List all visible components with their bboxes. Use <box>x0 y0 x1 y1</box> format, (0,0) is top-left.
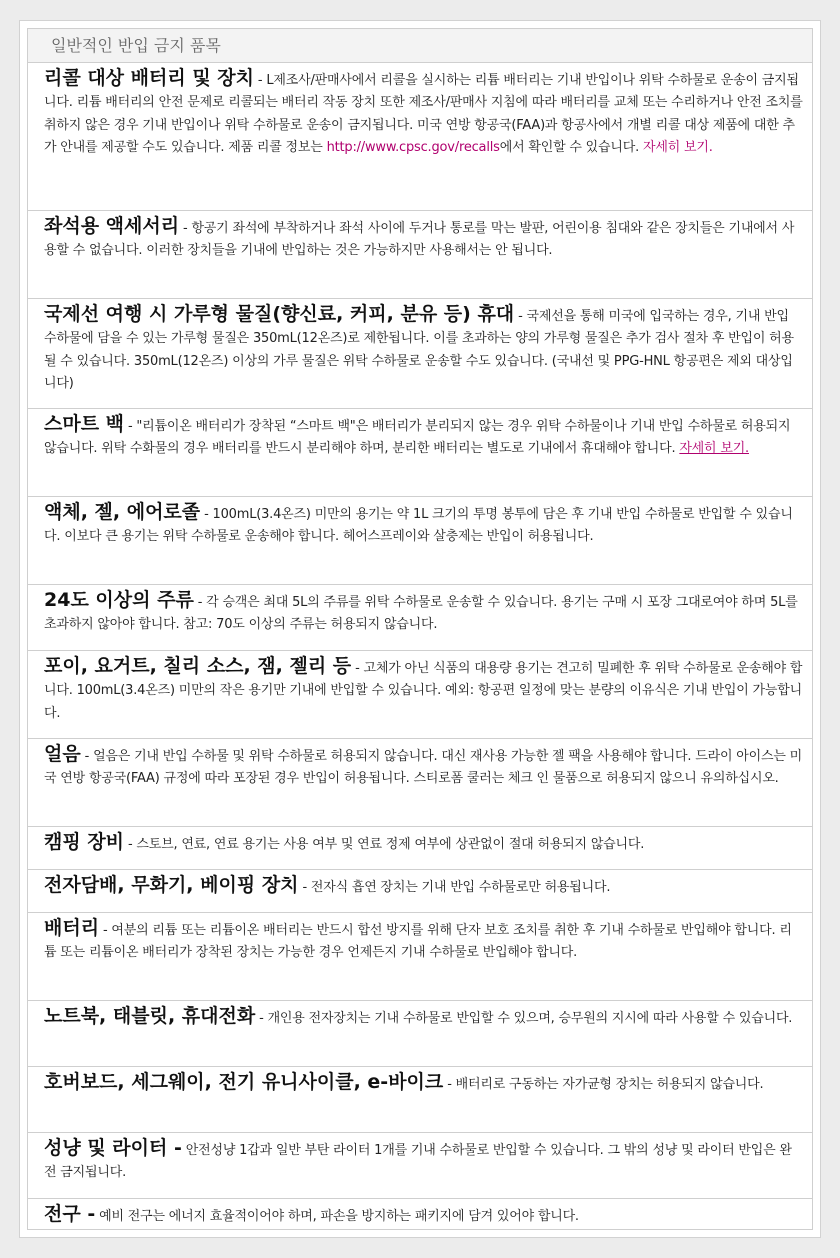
item-description: - 전자식 흡연 장치는 기내 반입 수하물로만 허용됩니다. <box>298 880 611 895</box>
item-title: 24도 이상의 주류 <box>44 589 194 611</box>
read-more-link[interactable]: 자세히 보기. <box>642 140 713 156</box>
list-item-alcohol <box>28 585 812 651</box>
list-item-seat-accessories <box>28 211 812 299</box>
item-description: - 100mL(3.4온즈) 미만의 용기는 약 1L 크기의 투명 봉투에 담은 후 기내 반입 수하물로 반입할 수 있습니다. 이보다 큰 용기는 위탁 수하물로 운송해야 합니다. 헤어스프레이와 살충제는 반입이 허용됩니다. <box>44 507 793 545</box>
item-description: - 항공기 좌석에 부착하거나 좌석 사이에 두거나 통로를 막는 발판, 어린이용 침대와 같은 장치들은 기내에서 사용할 수 없습니다. 이러한 장치들을 기내에 반입하는 것은 가능하지만 사용해서는 안 됩니다. <box>44 221 795 259</box>
list-item-liquids <box>28 497 812 585</box>
list-item-matches-lighters <box>28 1133 812 1199</box>
item-title: 전자담배, 무화기, 베이핑 장치 <box>44 874 299 896</box>
item-description: - 얼음은 기내 반입 수하물 및 위탁 수하물로 허용되지 않습니다. 대신 재사용 가능한 젤 팩을 사용해야 합니다. 드라이 아이스는 미국 연방 항공국(FAA) 규정에 따라 포장된 경우 반입이 허용됩니다. 스티로폼 쿨러는 체크 인 물품으로 허용되지 않으니 유의하십시오. <box>44 749 802 787</box>
item-title: 액체, 젤, 에어로졸 <box>44 501 201 523</box>
list-item-e-cigarettes <box>28 870 812 913</box>
list-item-foods <box>28 651 812 739</box>
item-title: 전구 - <box>44 1203 96 1225</box>
item-title: 배터리 <box>44 917 100 939</box>
prohibited-items-panel <box>19 20 821 1238</box>
item-title: 포이, 요거트, 칠리 소스, 잼, 젤리 등 <box>44 655 352 677</box>
item-title: 호버보드, 세그웨이, 전기 유니사이클, e-바이크 <box>44 1071 444 1093</box>
list-item-recalled-batteries <box>28 63 812 211</box>
item-title: 스마트 백 <box>44 413 125 435</box>
item-description: - 여분의 리튬 또는 리튬이온 배터리는 반드시 합선 방지를 위해 단자 보호 조치를 취한 후 기내 수하물로 반입해야 합니다. 리튬 또는 리튬이온 배터리가 장착된 장치는 가능한 경우 언제든지 기내 수하물로 반입해야 합니다. <box>44 923 792 961</box>
list-item-ice <box>28 739 812 827</box>
item-title: 리콜 대상 배터리 및 장치 <box>44 67 254 89</box>
list-item-powders <box>28 299 812 409</box>
list-item-smart-bags <box>28 409 812 497</box>
list-item-camping <box>28 827 812 870</box>
list-item-hoverboards <box>28 1067 812 1133</box>
item-description: - 각 승객은 최대 5L의 주류를 위탁 수하물로 운송할 수 있습니다. 용기는 구매 시 포장 그대로여야 하며 5L를 초과하지 않아야 합니다. 참고: 70도 이상의 주류는 허용되지 않습니다. <box>44 595 798 633</box>
item-description: - 국제선을 통해 미국에 입국하는 경우, 기내 반입 수하물에 담을 수 있는 가루형 물질은 350mL(12온즈)로 제한됩니다. 이를 초과하는 양의 가루형 물질은 추가 검사 절차 후 반입이 허용될 수 있습니다. 350mL(12온즈) 이상의 가루 물질은 위탁 수하물로 운송할 수도 있습니다. (국내선 및 PPG-HNL 항공편은 제외 대상입니다) <box>44 309 794 392</box>
item-description: - 고체가 아닌 식품의 대용량 용기는 견고히 밀폐한 후 위탁 수하물로 운송해야 합니다. 100mL(3.4온즈) 미만의 작은 용기만 기내에 반입할 수 있습니다. 예외: 항공편 일정에 맞는 분량의 이유식은 기내 반입이 가능합니다. <box>44 661 803 721</box>
item-title: 얼음 <box>44 743 81 765</box>
item-description: 예비 전구는 에너지 효율적이어야 하며, 파손을 방지하는 패키지에 담겨 있어야 합니다. <box>95 1209 579 1224</box>
prohibited-items-box <box>27 28 813 1230</box>
item-title: 캠핑 장비 <box>44 831 125 853</box>
item-description: - 개인용 전자장치는 기내 수하물로 반입할 수 있으며, 승무원의 지시에 따라 사용할 수 있습니다. <box>255 1011 793 1026</box>
read-more-link[interactable]: 자세히 보기. <box>679 441 749 457</box>
item-description-tail: 에서 확인할 수 있습니다. <box>499 140 643 156</box>
list-item-laptops <box>28 1001 812 1067</box>
item-description: - 스토브, 연료, 연료 용기는 사용 여부 및 연료 정제 여부에 상관없이 절대 허용되지 않습니다. <box>124 837 645 852</box>
item-title: 좌석용 액세서리 <box>44 215 180 237</box>
section-header: 일반적인 반입 금지 품목 <box>28 29 812 63</box>
list-item-batteries <box>28 913 812 1001</box>
item-description: 안전성냥 1갑과 일반 부탄 라이터 1개를 기내 수하물로 반입할 수 있습니다. 그 밖의 성냥 및 라이터 반입은 완전 금지됩니다. <box>44 1143 792 1181</box>
item-description: - L제조사/판매사에서 리콜을 실시하는 리튬 배터리는 기내 반입이나 위탁 수하물로 운송이 금지됩니다. 리튬 배터리의 안전 문제로 리콜되는 배터리 작동 장치 또한 제조사/판매사 지침에 따라 배터리를 교체 또는 수리하거나 안전 조치를 취하지 않은 경우 기내 반입이나 위탁 수하물로 운송이 금지됩니다. 미국 연방 항공국(FAA)과 항공사에서 개별 리콜 대상 제품에 대한 추가 안내를 제공할 수도 있습니다. 제품 리콜 정보는 <box>44 73 803 156</box>
item-title: 국제선 여행 시 가루형 물질(향신료, 커피, 분유 등) 휴대 <box>44 303 515 325</box>
list-item-light-bulbs <box>28 1199 812 1239</box>
item-description: - 배터리로 구동하는 자가균형 장치는 허용되지 않습니다. <box>443 1077 764 1092</box>
item-description: - "리튬이온 배터리가 장착된 “스마트 백"은 배터리가 분리되지 않는 경우 위탁 수하물이나 기내 반입 수하물로 허용되지 않습니다. 위탁 수화물의 경우 배터리를 반드시 분리해야 하며, 분리한 배터리는 별도로 기내에서 휴대해야 합니다. <box>44 419 791 457</box>
item-title: 성냥 및 라이터 - <box>44 1137 182 1159</box>
item-title: 노트북, 태블릿, 휴대전화 <box>44 1005 256 1027</box>
recalls-link[interactable]: http://www.cpsc.gov/recalls <box>326 140 500 156</box>
